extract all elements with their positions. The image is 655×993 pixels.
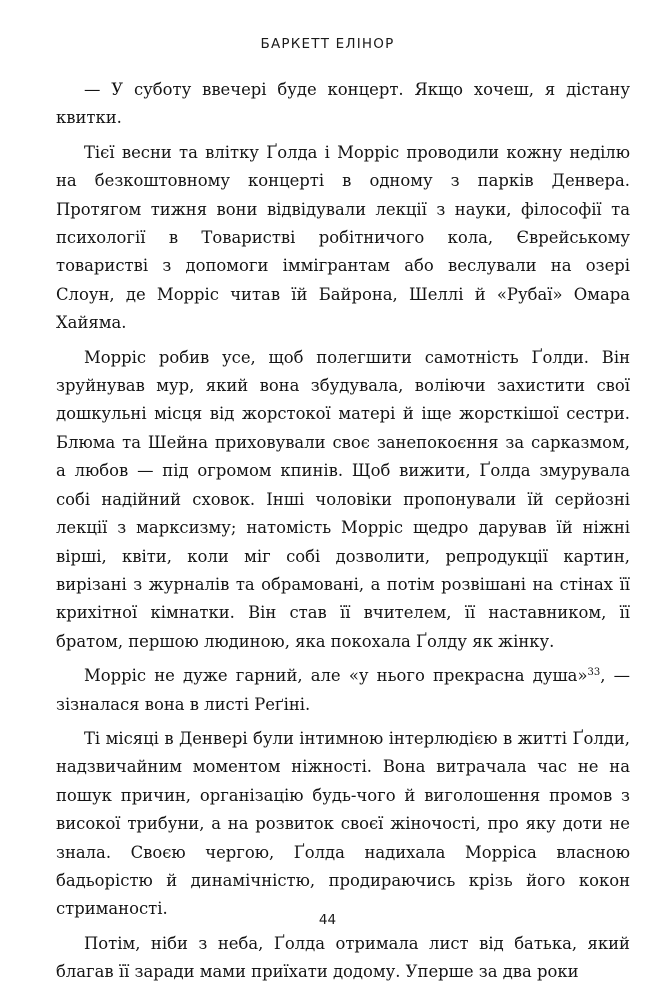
paragraph-dialogue-concert: — У суботу ввечері буде концерт. Якщо хочеш, я дістану квитки. — [56, 80, 630, 128]
quote-text: Морріс не дуже гарний, але «у нього прекрасна душа» — [84, 666, 588, 686]
footnote-reference: 33 — [587, 667, 601, 679]
running-header: БАРКЕТТ ЕЛІНОР — [260, 36, 395, 52]
body-text — [56, 76, 630, 993]
paragraph-morris-loneliness: Морріс робив усе, щоб полегшити самотність Ґолди. Він зруйнував мур, який вона збудувала, воліючи захистити свої дошкульні місця від жорстокої матері й іще жорсткішої сестри. Блюма та Шейна приховували своє занепокоєння за сарказмом, а любов — під огромом кпинів. Щоб вижити, Ґолда змурувала собі надійний сховок. Інші чоловіки пропонували їй серйозні лекції з марксизму; натомість Морріс щедро дарував їй ніжні вірші, квіти, коли міг собі дозволити, репродукції картин, вирізані з журналів та обрамовані, а потім розвішані на стінах її крихітної кімнатки. Він став її вчителем, її наставником, її братом, першою людиною, яка покохала Ґолду як жінку. — [56, 347, 630, 651]
page-number: 44 — [318, 912, 337, 928]
paragraph-spring-summer: Тієї весни та влітку Ґолда і Морріс проводили кожну неділю на безкоштовному концерті в одному з парків Денвера. Протягом тижня вони відвідували лекції з науки, філософії та психології в Товаристві робітничого кола, Єврейському товаристві з допомоги іммігрантам або веслували на озері Слоун, де Морріс читав їй Байрона, Шеллі й «Рубаї» Омара Хайяма. — [56, 142, 630, 333]
quote-attribution: , — зізналася вона в листі Реґіні. — [56, 666, 631, 714]
paragraph-father-letter: Потім, ніби з неба, Ґолда отримала лист від батька, який благав її заради мами приїхати додому. Уперше за два роки — [56, 933, 630, 982]
paragraph-denver-months: Ті місяці в Денвері були інтимною інтерлюдією в житті Ґолди, надзвичайним моментом ніжності. Вона витрачала час не на пошук причин, організацію будь-чого й виголошення промов з високої трибуни, а на розвиток своєї жіночості, про яку доти не знала. Своєю чергою, Ґолда надихала Морріса власною бадьорістю й динамічністю, продираючись крізь його кокон стриманості. — [56, 728, 630, 919]
paragraph-beautiful-soul — [56, 662, 630, 719]
